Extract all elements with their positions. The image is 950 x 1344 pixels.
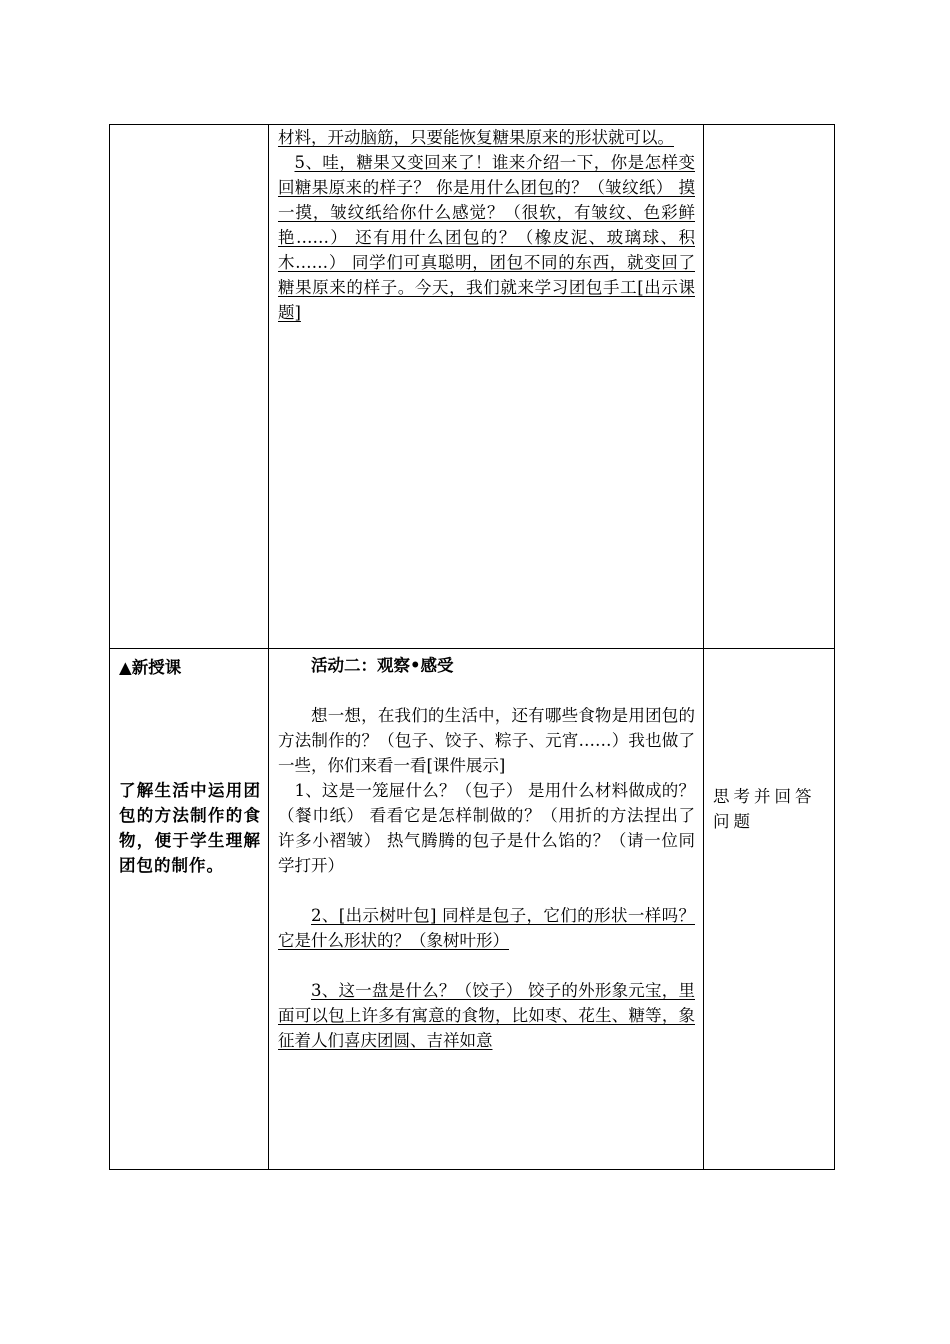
section-heading: ▲新授课 [119, 658, 182, 677]
activity-paragraph-2: 2、[出示树叶包] 同样是包子，它们的形状一样吗？它是什么形状的？（象树叶形） [278, 906, 695, 950]
activity-paragraph-1: 1、这是一笼屉什么？（包子） 是用什么材料做成的？（餐巾纸） 看看它是怎样制做的？（用折的方法捏出了许多小褶皱） 热气腾腾的包子是什么馅的？（请一位同学打开） [278, 781, 695, 875]
student-activity-cell [704, 125, 835, 649]
activity-title: 活动二：观察•感受 [311, 656, 454, 675]
activity-paragraph-intro: 想一想，在我们的生活中，还有哪些食物是用团包的方法制作的？（包子、饺子、粽子、元宵……）我也做了一些，你们来看一看[课件展示] [278, 706, 695, 775]
student-activity-text: 思考并回答问题 [713, 787, 816, 831]
objective-cell [110, 125, 269, 649]
activity-paragraph-3: 3、这一盘是什么？（饺子） 饺子的外形象元宝，里面可以包上许多有寓意的食物，比如枣、花生、糖等，象征着人们喜庆团圆、吉祥如意 [278, 981, 695, 1050]
activity-step-5: 5、哇，糖果又变回来了！谁来介绍一下，你是怎样变回糖果原来的样子？ 你是用什么团包的？（皱纹纸） 摸一摸，皱纹纸给你什么感觉？（很软，有皱纹、色彩鲜艳……） 还有用什么团包的？（橡皮泥、玻璃球、积木……） 同学们可真聪明，团包不同的东西，就变回了糖果原来的样子。今天，我们就来学习团包手工[出示课题] [278, 153, 695, 322]
activity-text-continued: 材料，开动脑筋，只要能恢复糖果原来的形状就可以。 [278, 128, 674, 147]
activity-cell [269, 649, 704, 1170]
teaching-goal: 了解生活中运用团包的方法制作的食物，便于学生理解团包的制作。 [119, 781, 261, 875]
student-activity-cell [704, 649, 835, 1170]
activity-cell [269, 125, 704, 649]
lesson-plan-table [109, 124, 835, 1170]
table-row [110, 125, 835, 649]
table-row [110, 649, 835, 1170]
objective-cell [110, 649, 269, 1170]
